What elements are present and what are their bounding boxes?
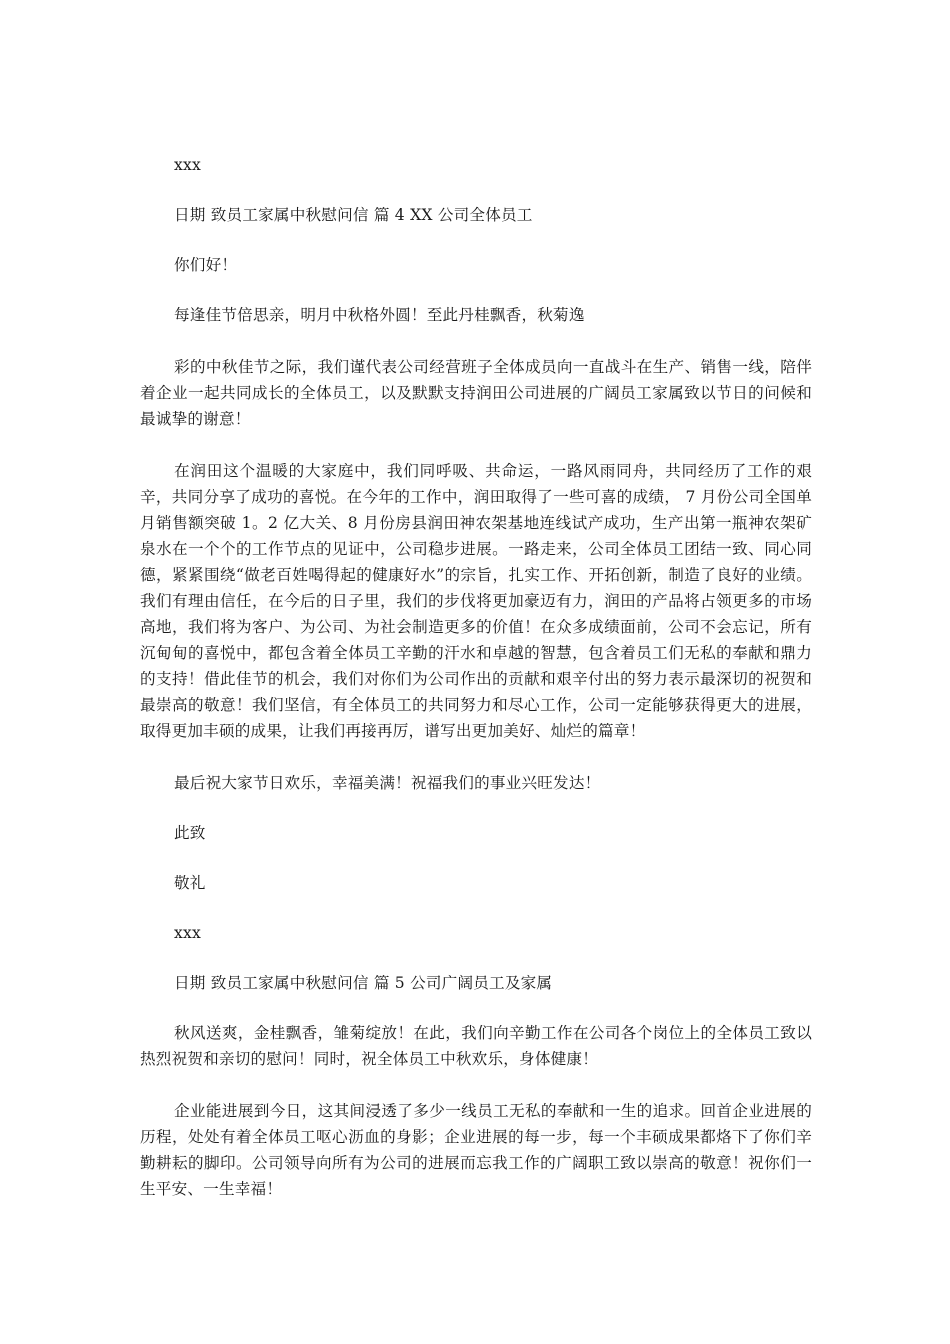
paragraph: 在润田这个温暖的大家庭中，我们同呼吸、共命运，一路风雨同舟，共同经历了工作的艰辛，共同分享了成功的喜悦。在今年的工作中，润田取得了一些可喜的成绩， 7 月份公司全国单月销售额突破 1。2 亿大关、8 月份房县润田神农架基地连线试产成功，生产出第一瓶神农架矿泉水在一个个的工作节点的见证中，公司稳步进展。一路走来，公司全体员工团结一致、同心同德，紧紧围绕“做老百姓喝得起的健康好水”的宗旨，扎实工作、开拓创新，制造了良好的业绩。我们有理由信任，在今后的日子里，我们的步伐将更加豪迈有力，润田的产品将占领更多的市场高地，我们将为客户、为公司、为社会制造更多的价值！在众多成绩面前，公司不会忘记，所有沉甸甸的喜悦中，都包含着全体员工辛勤的汗水和卓越的智慧，包含着员工们无私的奉献和鼎力的支持！借此佳节的机会，我们对你们为公司作出的贡献和艰辛付出的努力表示最深切的祝贺和最崇高的敬意！我们坚信，有全体员工的共同努力和尽心工作，公司一定能够获得更大的进展，取得更加丰硕的成果，让我们再接再厉，谱写出更加美好、灿烂的篇章！ [140,462,812,740]
paragraph: 每逢佳节倍思亲，明月中秋格外圆！至此丹桂飘香，秋菊逸 [174,306,585,324]
signature-line: xxx [174,156,201,174]
signature-line: xxx [174,924,201,942]
paragraph: 最后祝大家节日欢乐，幸福美满！祝福我们的事业兴旺发达！ [174,774,601,792]
greeting: 你们好！ [174,256,238,274]
letter-heading: 日期 致员工家属中秋慰问信 篇 5 公司广阔员工及家属 [174,974,553,992]
closing-line: 此致 [174,824,206,842]
letter-heading: 日期 致员工家属中秋慰问信 篇 4 XX 公司全体员工 [174,206,533,224]
paragraph: 企业能进展到今日，这其间浸透了多少一线员工无私的奉献和一生的追求。回首企业进展的历程，处处有着全体员工呕心沥血的身影；企业进展的每一步，每一个丰硕成果都烙下了你们辛勤耕耘的脚印。公司领导向所有为公司的进展而忘我工作的广阔职工致以崇高的敬意！祝你们一生平安、一生幸福！ [140,1102,812,1198]
document-page [140,152,812,1202]
closing-line: 敬礼 [174,874,206,892]
paragraph: 彩的中秋佳节之际，我们谨代表公司经营班子全体成员向一直战斗在生产、销售一线，陪伴着企业一起共同成长的全体员工，以及默默支持润田公司进展的广阔员工家属致以节日的问候和最诚挚的谢意！ [140,358,812,428]
paragraph: 秋风送爽，金桂飘香，雏菊绽放！在此，我们向辛勤工作在公司各个岗位上的全体员工致以热烈祝贺和亲切的慰问！同时，祝全体员工中秋欢乐，身体健康！ [140,1024,812,1068]
